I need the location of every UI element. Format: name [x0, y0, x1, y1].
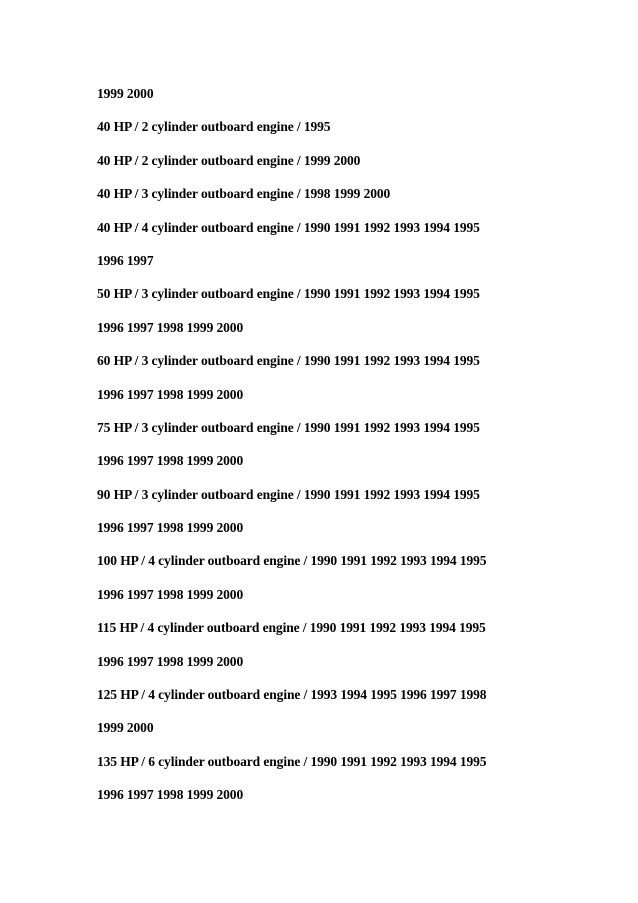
document-line: 60 HP / 3 cylinder outboard engine / 1990 1991 1992 1993 1994 1995 [97, 353, 480, 369]
document-line: 135 HP / 6 cylinder outboard engine / 1990 1991 1992 1993 1994 1995 [97, 753, 487, 769]
document-line: 1996 1997 1998 1999 2000 [97, 653, 244, 669]
document-line: 40 HP / 2 cylinder outboard engine / 1995 [97, 119, 331, 135]
document-line: 115 HP / 4 cylinder outboard engine / 1990 1991 1992 1993 1994 1995 [97, 620, 486, 636]
document-line: 40 HP / 4 cylinder outboard engine / 1990 1991 1992 1993 1994 1995 [97, 219, 480, 235]
document-line: 1996 1997 [97, 252, 154, 268]
document-line: 1999 2000 [97, 86, 154, 101]
document-text-body [97, 86, 567, 821]
document-line: 75 HP / 3 cylinder outboard engine / 1990 1991 1992 1993 1994 1995 [97, 419, 480, 435]
document-line: 40 HP / 2 cylinder outboard engine / 1999 2000 [97, 152, 361, 168]
document-line: 1996 1997 1998 1999 2000 [97, 520, 244, 536]
document-line: 40 HP / 3 cylinder outboard engine / 1998 1999 2000 [97, 186, 391, 202]
document-line: 1996 1997 1998 1999 2000 [97, 453, 244, 469]
document-line: 50 HP / 3 cylinder outboard engine / 1990 1991 1992 1993 1994 1995 [97, 286, 480, 302]
document-line: 90 HP / 3 cylinder outboard engine / 1990 1991 1992 1993 1994 1995 [97, 486, 480, 502]
document-line: 1996 1997 1998 1999 2000 [97, 319, 244, 335]
document-line: 1996 1997 1998 1999 2000 [97, 386, 244, 402]
document-line: 1996 1997 1998 1999 2000 [97, 586, 244, 602]
document-line: 125 HP / 4 cylinder outboard engine / 1993 1994 1995 1996 1997 1998 [97, 687, 487, 703]
document-line: 100 HP / 4 cylinder outboard engine / 1990 1991 1992 1993 1994 1995 [97, 553, 487, 569]
document-line: 1996 1997 1998 1999 2000 [97, 787, 244, 803]
document-line: 1999 2000 [97, 720, 154, 736]
